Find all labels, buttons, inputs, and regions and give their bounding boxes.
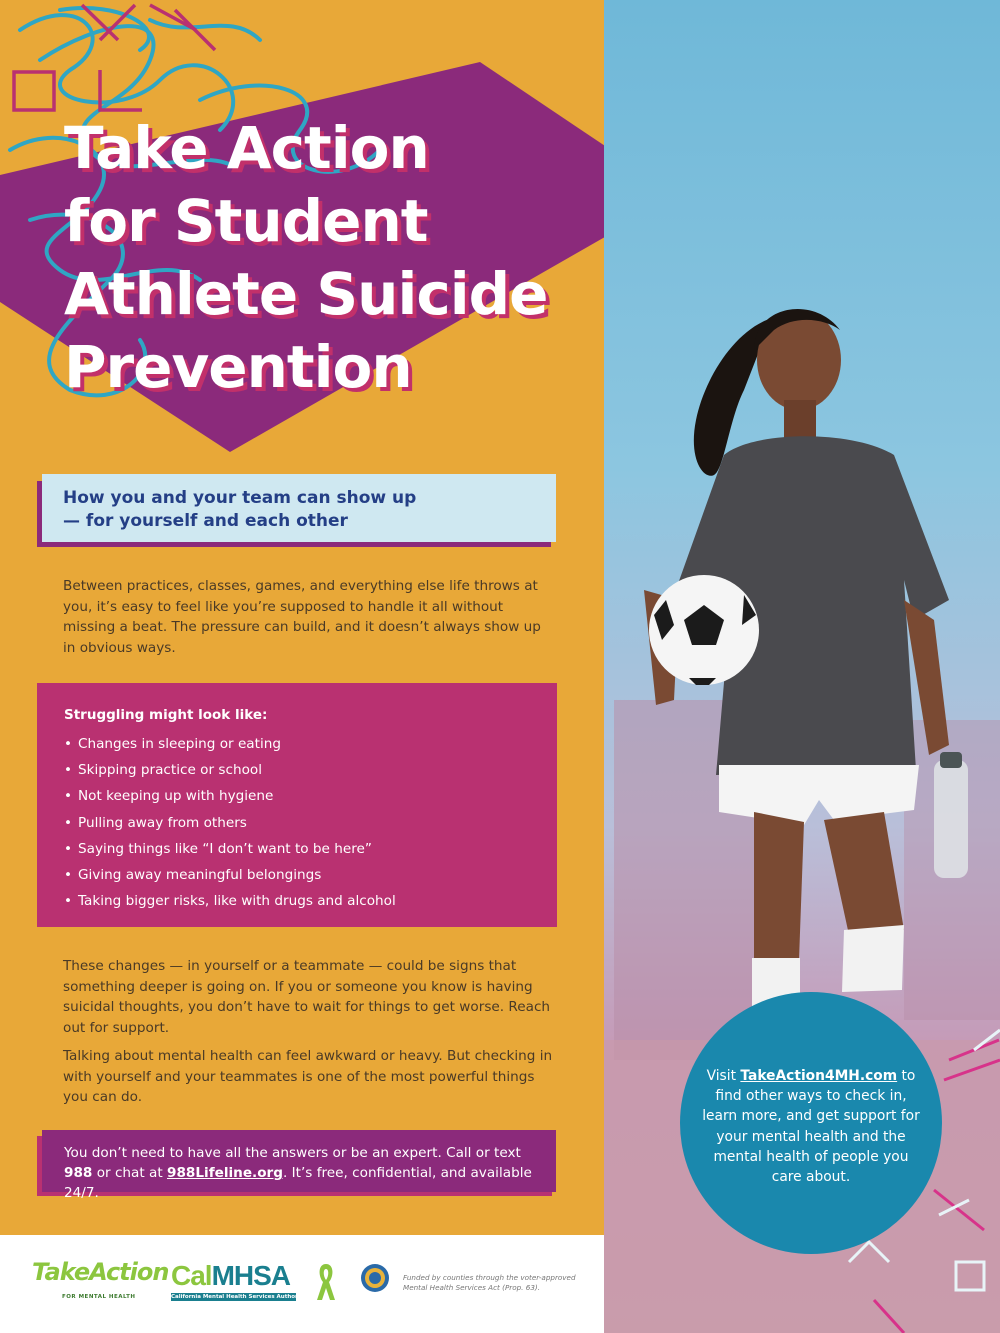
list-item: • Saying things like “I don’t want to be here” <box>64 840 372 857</box>
warning-signs-list <box>64 731 544 914</box>
title-line: Athlete Suicide <box>64 260 548 328</box>
cta-text-part: or chat at <box>92 1165 167 1181</box>
calmhsa-subtitle: California Mental Health Services Authority <box>171 1294 306 1300</box>
website-text-part: to find other ways to check in, learn more, and get support for your mental health and the mental health of people you care about. <box>702 1068 920 1186</box>
takeaction-logo-text: TakeAction <box>32 1258 169 1286</box>
signs-paragraph: These changes — in yourself or a teammate — could be signs that something deeper is going on. If you or someone you know is having suicidal thoughts, you don’t have to wait for things to get worse. Reach out for support. <box>63 958 551 1036</box>
calmhsa-mhsa: MHSA <box>211 1260 291 1291</box>
state-seal-icon <box>360 1263 390 1293</box>
website-text <box>702 1066 920 1187</box>
cta-text-part: . It’s free, confidential, and available 24/7. <box>64 1165 532 1201</box>
list-item: • Not keeping up with hygiene <box>64 788 274 805</box>
subtitle-line: — for yourself and each other <box>63 511 348 531</box>
ribbon-icon <box>314 1262 338 1302</box>
warning-signs-heading: Struggling might look like: <box>64 707 268 723</box>
list-item: • Skipping practice or school <box>64 762 262 779</box>
title-line: Prevention <box>64 333 412 401</box>
cta-text-part: You don’t need to have all the answers or be an expert. Call or text <box>64 1145 521 1161</box>
talking-paragraph: Talking about mental health can feel awkward or heavy. But checking in with yourself and your teammates is one of the most powerful things you can do. <box>63 1048 553 1105</box>
calmhsa-cal: Cal <box>171 1260 212 1291</box>
list-item-text: Pulling away from others <box>78 814 247 831</box>
calmhsa-logo <box>171 1260 306 1300</box>
title-line: for Student <box>64 187 428 255</box>
cta-text <box>64 1143 544 1203</box>
list-item-text: Taking bigger risks, like with drugs and alcohol <box>78 893 396 910</box>
takeaction-logo <box>32 1258 169 1300</box>
crisis-number: 988 <box>64 1165 93 1181</box>
list-item: • Changes in sleeping or eating <box>64 736 281 752</box>
list-item: • Taking bigger risks, like with drugs and alcohol <box>64 893 396 910</box>
subtitle-box <box>42 474 556 542</box>
subtitle <box>63 487 543 533</box>
list-item-text: Giving away meaningful belongings <box>78 867 322 884</box>
takeaction-link[interactable]: TakeAction4MH.com <box>740 1068 898 1084</box>
website-circle <box>680 992 942 1254</box>
website-text-part: Visit <box>706 1068 741 1084</box>
takeaction-logo-sub: FOR MENTAL HEALTH <box>62 1294 136 1300</box>
cta-box <box>42 1130 556 1201</box>
list-item-text: Skipping practice or school <box>78 762 262 779</box>
list-item: • Giving away meaningful belongings <box>64 867 322 884</box>
subtitle-line: How you and your team can show up <box>63 488 417 508</box>
list-item-text: Saying things like “I don’t want to be here” <box>78 840 372 857</box>
list-item-text: Changes in sleeping or eating <box>78 736 281 752</box>
list-item: • Pulling away from others <box>64 814 247 831</box>
warning-signs-box <box>37 683 557 927</box>
list-item-text: Not keeping up with hygiene <box>78 788 274 805</box>
poster-title <box>64 112 604 404</box>
funding-note: Funded by counties through the voter-approved Mental Health Services Act (Prop. 63). <box>403 1273 576 1292</box>
title-line: Take Action <box>64 114 429 182</box>
lifeline-link[interactable]: 988Lifeline.org <box>167 1165 283 1181</box>
intro-paragraph: Between practices, classes, games, and everything else life throws at you, it’s easy to feel like you’re supposed to handle it all without missing a beat. The pressure can build, and it doesn’t always show up in obvious ways. <box>63 578 541 656</box>
